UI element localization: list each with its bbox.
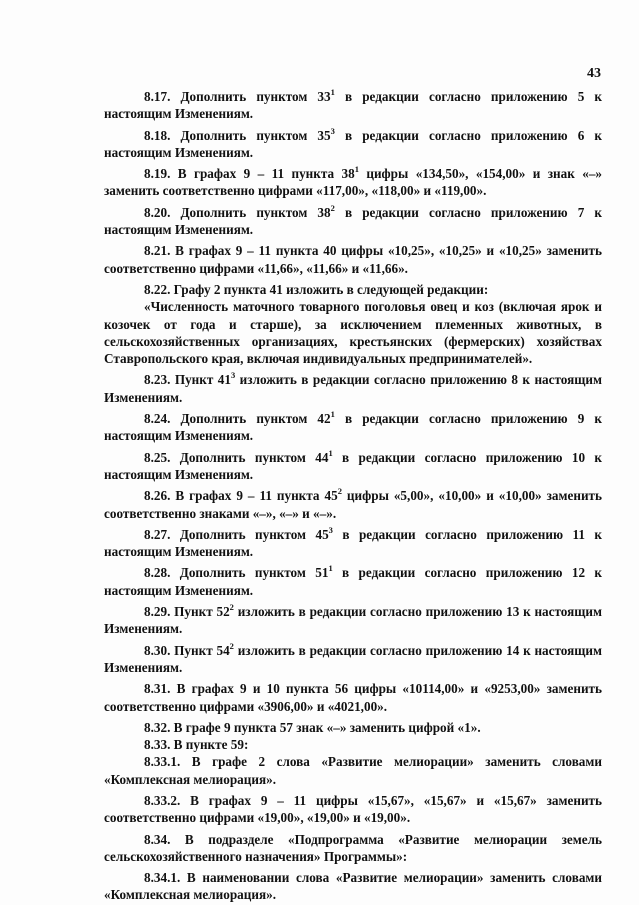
- paragraph-text: 8.34. В подразделе «Подпрограмма «Развитие мелиорации земель сельскохозяйственного назначения» Программы»:: [104, 831, 602, 864]
- paragraph: [104, 449, 602, 484]
- paragraph-text: «Численность маточного товарного поголовья овец и коз (включая ярок и козочек от года и старше), за исключением племенных животных, в сельскохозяйственных организациях, крестьянских (фермерских) хозяйствах Ставропольского края, включая индивидуальных предпринимателей».: [104, 299, 602, 367]
- paragraph-text: в редакции согласно приложению 10 к настоящим Изменениям.: [104, 449, 603, 482]
- paragraph: [104, 603, 602, 638]
- paragraph: [104, 792, 602, 827]
- superscript: 3: [328, 524, 333, 535]
- paragraph-text: в редакции согласно приложению 11 к настоящим Изменениям.: [104, 526, 602, 560]
- paragraph-text: 8.32. В графе 9 пункта 57 знак «–» заменить цифрой «1».: [144, 719, 481, 735]
- paragraph-text: в редакции согласно приложению 9 к настоящим Изменениям.: [104, 411, 602, 444]
- paragraph-text: в редакции согласно приложению 12 к настоящим Изменениям.: [104, 565, 603, 598]
- paragraph-text: 8.24. Дополнить пунктом 42: [144, 411, 331, 427]
- paragraph-text: цифры «134,50», «154,00» и знак «–» заменить соответственно цифрами «117,00», «118,00» и «119,00».: [104, 166, 603, 199]
- paragraph-text: в редакции согласно приложению 6 к настоящим Изменениям.: [104, 127, 602, 160]
- paragraph: [104, 680, 602, 715]
- paragraph: [104, 127, 602, 162]
- superscript: 1: [354, 164, 359, 175]
- paragraph-text: 8.29. Пункт 52: [144, 604, 230, 620]
- paragraph-text: 8.23. Пункт 41: [144, 372, 231, 388]
- paragraph-text: цифры «5,00», «10,00» и «10,00» заменить соответственно знаками «–», «–» и «–».: [104, 488, 602, 521]
- superscript: 2: [229, 640, 234, 651]
- paragraph: [104, 487, 602, 522]
- paragraph-text: изложить в редакции согласно приложению 13 к настоящим Изменениям.: [104, 604, 603, 637]
- superscript: 1: [328, 447, 333, 458]
- paragraph: [104, 242, 602, 277]
- paragraph-text: 8.28. Дополнить пунктом 51: [144, 565, 329, 581]
- paragraph-text: 8.22. Графу 2 пункта 41 изложить в следующей редакции:: [144, 281, 489, 297]
- paragraph-text: изложить в редакции согласно приложению 14 к настоящим Изменениям.: [104, 642, 603, 675]
- superscript: 1: [328, 563, 333, 574]
- paragraph: [104, 526, 602, 561]
- paragraph: [104, 165, 602, 200]
- superscript: 2: [229, 602, 234, 613]
- paragraph-text: в редакции согласно приложению 7 к настоящим Изменениям.: [104, 204, 602, 238]
- superscript: 1: [330, 87, 335, 97]
- paragraph-text: 8.20. Дополнить пунктом 38: [144, 204, 331, 220]
- paragraph-text: 8.25. Дополнить пунктом 44: [144, 449, 329, 465]
- paragraph: [104, 831, 602, 866]
- paragraph-text: в редакции согласно приложению 5 к настоящим Изменениям.: [104, 89, 602, 122]
- paragraph: [104, 564, 602, 599]
- paragraph-text: 8.17. Дополнить пунктом 33: [144, 89, 331, 104]
- paragraph-text: 8.27. Дополнить пунктом 45: [144, 526, 329, 542]
- paragraph-text: 8.33. В пункте 59:: [144, 737, 249, 753]
- paragraph: [104, 371, 602, 406]
- paragraph: [104, 736, 602, 753]
- paragraph: [104, 88, 602, 123]
- paragraph: [104, 410, 602, 445]
- superscript: 1: [330, 409, 335, 420]
- paragraph-text: изложить в редакции согласно приложению 8 к настоящим Изменениям.: [104, 372, 602, 405]
- paragraph-text: 8.33.2. В графах 9 – 11 цифры «15,67», «15,67» и «15,67» заменить соответственно цифрами «19,00», «19,00» и «19,00».: [104, 792, 602, 826]
- paragraph: [104, 869, 602, 904]
- paragraph-text: 8.21. В графах 9 – 11 пункта 40 цифры «10,25», «10,25» и «10,25» заменить соответственно цифрами «11,66», «11,66» и «11,66».: [104, 243, 602, 276]
- paragraph: [104, 753, 602, 788]
- paragraph-text: 8.19. В графах 9 – 11 пункта 38: [144, 166, 355, 182]
- superscript: 3: [330, 125, 335, 136]
- paragraph-text: 8.34.1. В наименовании слова «Развитие мелиорации» заменить словами «Комплексная мелиорация».: [104, 870, 602, 903]
- paragraph-text: 8.26. В графах 9 – 11 пункта 45: [144, 488, 338, 504]
- paragraph-text: 8.31. В графах 9 и 10 пункта 56 цифры «10114,00» и «9253,00» заменить соответственно цифрами «3906,00» и «4021,00».: [104, 681, 602, 714]
- paragraph: [104, 281, 602, 298]
- paragraph: [104, 719, 602, 736]
- superscript: 2: [330, 202, 335, 213]
- paragraph-text: 8.33.1. В графе 2 слова «Развитие мелиорации» заменить словами «Комплексная мелиорация».: [104, 754, 602, 787]
- paragraph: [104, 298, 602, 367]
- page-number: 43: [587, 66, 601, 81]
- document-body: [104, 88, 602, 908]
- paragraph-text: 8.18. Дополнить пунктом 35: [144, 127, 331, 143]
- superscript: 3: [230, 370, 236, 381]
- superscript: 2: [337, 486, 342, 497]
- paragraph-text: 8.30. Пункт 54: [144, 642, 230, 658]
- paragraph: [104, 204, 602, 239]
- paragraph: [104, 642, 602, 677]
